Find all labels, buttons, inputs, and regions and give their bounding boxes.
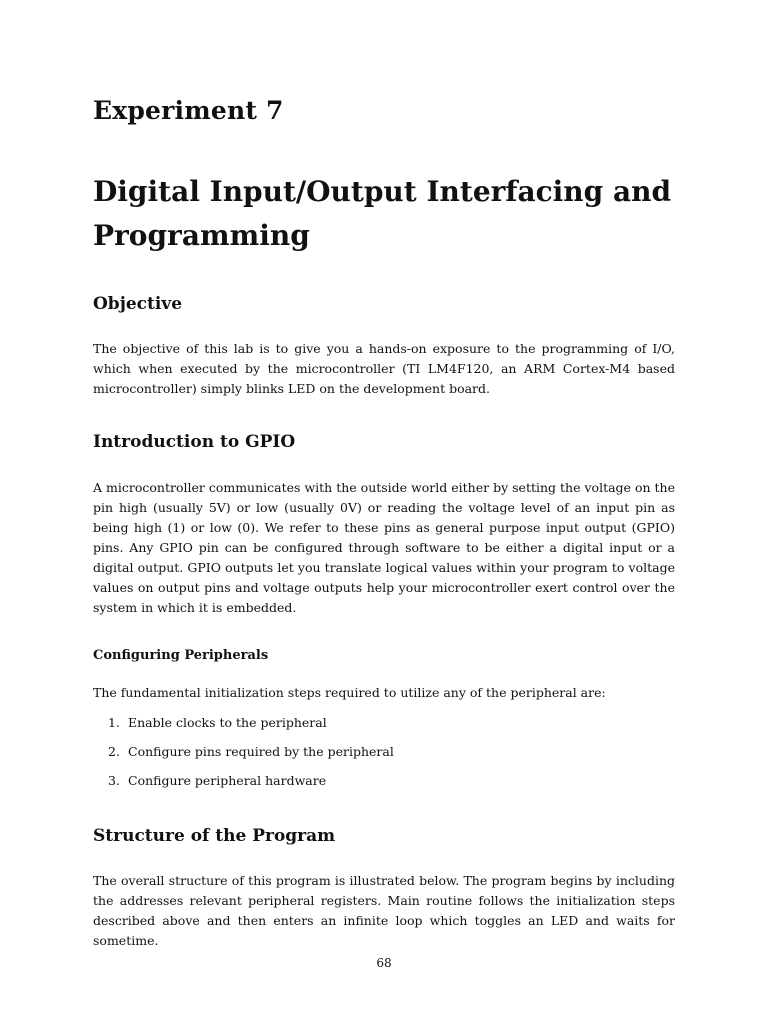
list-item-text: Configure pins required by the peripheral xyxy=(128,744,394,759)
objective-heading: Objective xyxy=(93,294,183,314)
list-item-text: Configure peripheral hardware xyxy=(128,773,327,788)
chapter-label: Experiment 7 xyxy=(93,96,284,125)
list-item-text: Enable clocks to the peripheral xyxy=(128,715,327,730)
configuring-intro: The fundamental initialization steps required to utilize any of the peripheral are: xyxy=(93,685,606,700)
configuring-heading: Configuring Peripherals xyxy=(93,648,269,663)
list-item xyxy=(108,742,394,771)
objective-paragraph: The objective of this lab is to give you a hands-on exposure to the programming of I/O, which when executed by the microcontroller (TI LM4F120, an ARM Cortex-M4 based microcontroller) simply blinks LED on the development board. xyxy=(93,341,675,396)
list-item-number: 3. xyxy=(108,773,120,788)
structure-paragraph: The overall structure of this program is illustrated below. The program begins by including the addresses relevant peripheral registers. Main routine follows the initialization steps described above and then enters an infinite loop which toggles an LED and waits for sometime. xyxy=(93,873,675,948)
structure-heading: Structure of the Program xyxy=(93,826,336,846)
configuring-steps-list xyxy=(108,713,394,800)
chapter-title: Digital Input/Output Interfacing and Programming xyxy=(93,175,672,252)
list-item xyxy=(108,771,394,800)
list-item xyxy=(108,713,394,742)
gpio-intro-paragraph: A microcontroller communicates with the outside world either by setting the voltage on the pin high (usually 5V) or low (usually 0V) or reading the voltage level of an input pin as being high (1) or low (0). We refer to these pins as general purpose input output (GPIO) pins. Any GPIO pin can be configured through software to be either a digital input or a digital output. GPIO outputs let you translate logical values within your program to voltage values on output pins and voltage outputs help your microcontroller exert control over the system in which it is embedded. xyxy=(93,480,675,615)
list-item-number: 2. xyxy=(108,744,120,759)
list-item-number: 1. xyxy=(108,715,120,730)
page-number: 68 xyxy=(376,956,392,970)
gpio-intro-heading: Introduction to GPIO xyxy=(93,432,296,452)
